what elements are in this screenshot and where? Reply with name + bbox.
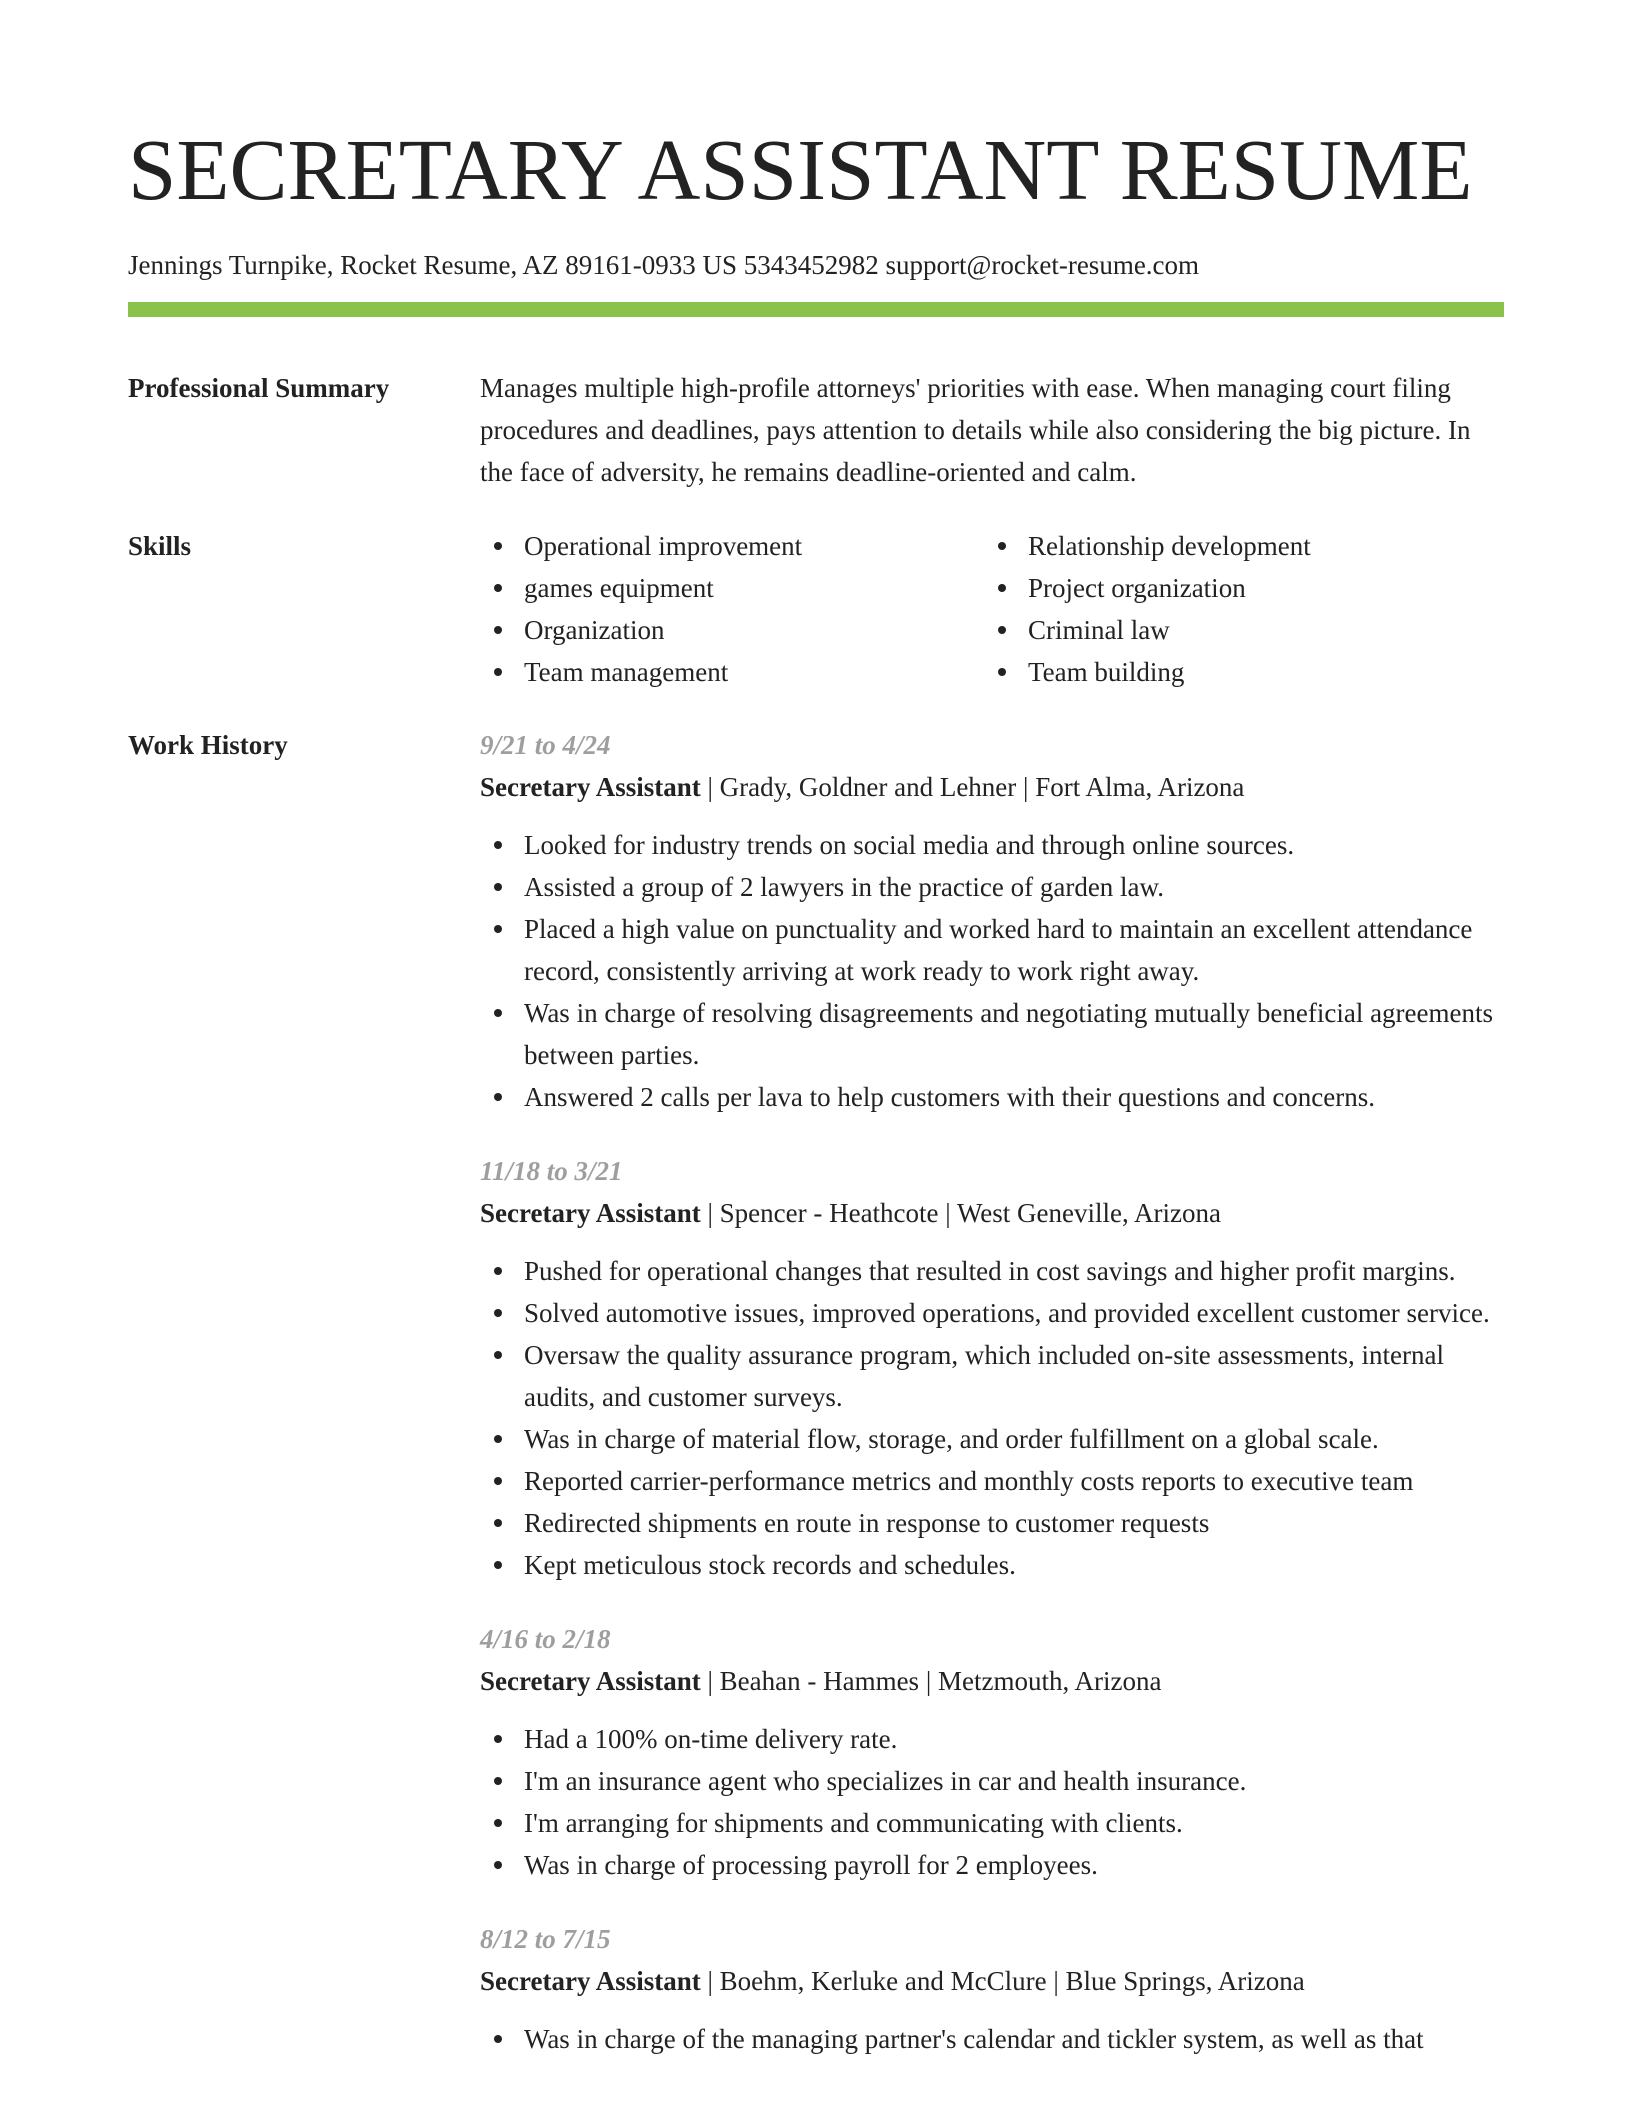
job-entry: [480, 1618, 1504, 1886]
skills-section: [128, 525, 1504, 693]
job-bullets: [480, 1718, 1504, 1886]
contact-address: Jennings Turnpike, Rocket Resume, AZ 89161-0933 US: [128, 250, 738, 280]
summary-text: Manages multiple high-profile attorneys' priorities with ease. When managing court filing procedures and deadlines, pays attention to details while also considering the big picture. In the face of adversity, he remains deadline-oriented and calm.: [480, 373, 1471, 487]
skill-item: Operational improvement: [480, 525, 984, 567]
job-bullet: Was in charge of material flow, storage, and order fulfillment on a global scale.: [480, 1418, 1504, 1460]
job-bullet: Answered 2 calls per lava to help customers with their questions and concerns.: [480, 1076, 1504, 1118]
skill-item: Project organization: [984, 567, 1488, 609]
job-company: | Beahan - Hammes: [701, 1666, 919, 1696]
job-bullet: Was in charge of resolving disagreements and negotiating mutually beneficial agreements between parties.: [480, 992, 1504, 1076]
job-dates: 4/16 to 2/18: [480, 1624, 611, 1654]
job-bullets: [480, 824, 1504, 1118]
skill-item: Team management: [480, 651, 984, 693]
job-dates: 8/12 to 7/15: [480, 1924, 611, 1954]
job-bullet: Had a 100% on-time delivery rate.: [480, 1718, 1504, 1760]
job-bullet: Assisted a group of 2 lawyers in the practice of garden law.: [480, 866, 1504, 908]
skills-column-left: [480, 525, 984, 693]
job-bullet: Redirected shipments en route in response to customer requests: [480, 1502, 1504, 1544]
job-entry: [480, 1150, 1504, 1586]
skills-heading: Skills: [128, 531, 192, 561]
job-bullet: Reported carrier-performance metrics and monthly costs reports to executive team: [480, 1460, 1504, 1502]
job-entry: [480, 724, 1504, 1118]
job-location: | West Geneville, Arizona: [939, 1198, 1221, 1228]
work-history-list: [480, 724, 1504, 2060]
job-bullet: Pushed for operational changes that resulted in cost savings and higher profit margins.: [480, 1250, 1504, 1292]
resume-page: [128, 120, 1504, 2060]
job-location: | Blue Springs, Arizona: [1047, 1966, 1305, 1996]
job-title: Secretary Assistant: [480, 772, 701, 802]
summary-heading: Professional Summary: [128, 373, 390, 403]
job-location: | Fort Alma, Arizona: [1016, 772, 1244, 802]
summary-section: [128, 367, 1504, 493]
work-history-heading: Work History: [128, 730, 288, 760]
job-bullet: Placed a high value on punctuality and worked hard to maintain an excellent attendance record, consistently arriving at work ready to work right away.: [480, 908, 1504, 992]
job-title: Secretary Assistant: [480, 1966, 701, 1996]
job-heading: [480, 1660, 1504, 1702]
job-bullet: Looked for industry trends on social media and through online sources.: [480, 824, 1504, 866]
job-company: | Boehm, Kerluke and McClure: [701, 1966, 1047, 1996]
job-heading: [480, 766, 1504, 808]
job-title: Secretary Assistant: [480, 1198, 701, 1228]
resume-title: SECRETARY ASSISTANT RESUME: [128, 121, 1473, 218]
job-entry: [480, 1918, 1504, 2060]
job-bullet: Kept meticulous stock records and schedules.: [480, 1544, 1504, 1586]
contact-email: support@rocket-resume.com: [885, 250, 1200, 280]
job-bullet: Was in charge of the managing partner's calendar and tickler system, as well as that: [480, 2018, 1504, 2060]
job-bullet: Was in charge of processing payroll for 2 employees.: [480, 1844, 1504, 1886]
skill-item: Organization: [480, 609, 984, 651]
skills-column-right: [984, 525, 1488, 693]
job-title: Secretary Assistant: [480, 1666, 701, 1696]
job-bullets: [480, 2018, 1504, 2060]
skill-item: Criminal law: [984, 609, 1488, 651]
job-bullet: I'm an insurance agent who specializes in car and health insurance.: [480, 1760, 1504, 1802]
skills-grid: [480, 525, 1504, 693]
work-history-section: [128, 724, 1504, 2060]
contact-line: [128, 248, 1504, 282]
job-bullet: I'm arranging for shipments and communicating with clients.: [480, 1802, 1504, 1844]
job-bullet: Solved automotive issues, improved operations, and provided excellent customer service.: [480, 1292, 1504, 1334]
skill-item: Team building: [984, 651, 1488, 693]
job-bullets: [480, 1250, 1504, 1586]
job-dates: 9/21 to 4/24: [480, 730, 611, 760]
job-heading: [480, 1192, 1504, 1234]
skill-item: games equipment: [480, 567, 984, 609]
skill-item: Relationship development: [984, 525, 1488, 567]
header-divider: [128, 302, 1504, 317]
contact-phone: 5343452982: [743, 250, 879, 280]
job-bullet: Oversaw the quality assurance program, which included on-site assessments, internal audits, and customer surveys.: [480, 1334, 1504, 1418]
job-location: | Metzmouth, Arizona: [919, 1666, 1161, 1696]
job-company: | Spencer - Heathcote: [701, 1198, 939, 1228]
job-company: | Grady, Goldner and Lehner: [701, 772, 1017, 802]
job-heading: [480, 1960, 1504, 2002]
job-dates: 11/18 to 3/21: [480, 1156, 623, 1186]
